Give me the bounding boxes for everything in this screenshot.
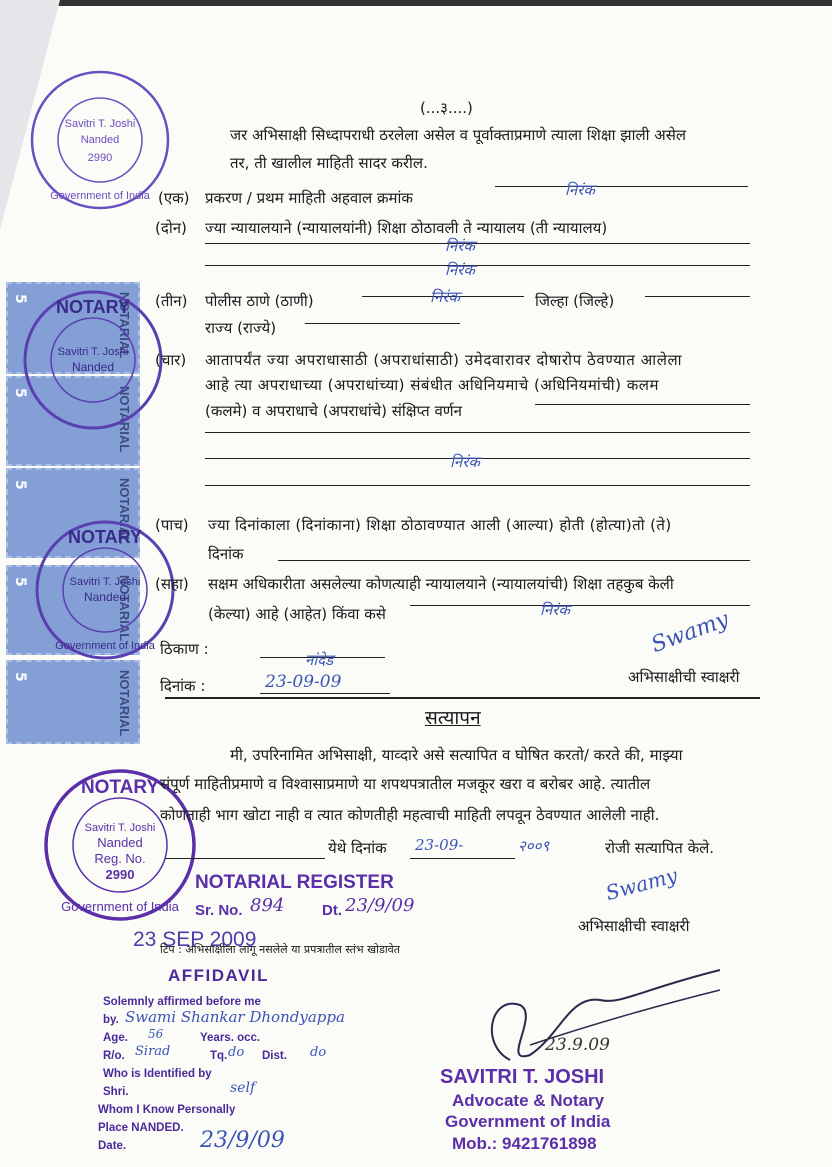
fill-line [278,560,750,561]
item-five-text: ज्या दिनांकाला (दिनांकाना) शिक्षा ठोठावण्यात आली (आल्या) होती (होत्या)तो (ते) [208,516,672,534]
affidavit-ro-value: Sirad [135,1044,171,1059]
item-label: (सहा) [155,575,189,593]
affidavit-years-label: Years. occ. [200,1032,261,1044]
item-four-line: आहे त्या अपराधाच्या (अपराधांच्या) संबंधीत अधिनियमाचे (अधिनियमांची) कलम [205,376,659,394]
seal-title: NOTARY [80,777,160,798]
affidavit-shri-label: Shri. [103,1086,129,1098]
item-three-state: राज्य (राज्ये) [205,319,277,337]
affidavit-age-label: Age. [103,1032,128,1044]
affidavit-shri-value: self [230,1080,256,1096]
fill-line [205,265,750,266]
date-label: दिनांक : [160,677,206,695]
seal-name: Savitri T. Joshi [69,576,141,588]
seal-name: Savitri T. Joshi [84,822,156,834]
affidavit-tq-label: Tq. [210,1050,228,1062]
notary-name: SAVITRI T. JOSHI [440,1066,605,1088]
verification-date: 23-09- [415,836,464,854]
fill-line [205,432,750,433]
item-label: (चार) [155,351,187,369]
date-stamp: 23 SEP 2009 [133,928,257,951]
verification-line: संपूर्ण माहितीप्रमाणे व विश्वासाप्रमाणे या शपथपत्रातील मजकूर खरा व बरोबर आहे. त्यातील [160,775,651,793]
intro-line: जर अभिसाक्षी सिध्दापराधी ठरलेला असेल व पूर्वाक्ताप्रमाणे त्याला शिक्षा झाली असेल [230,126,687,144]
verification-line: कोणताही भाग खोटा नाही व त्यात कोणतीही महत्वाची माहिती लपवून ठेवण्यात आलेली नाही. [160,806,660,824]
item-label: (दोन) [155,219,187,237]
deponent-signature: Swamy [648,607,733,658]
divider [165,697,760,699]
affidavit-dist-label: Dist. [262,1050,287,1062]
notary-gov: Government of India [445,1112,611,1131]
affidavit-identified: Who is Identified by [103,1068,212,1080]
affidavit-solemnly: Solemnly affirmed before me [103,996,261,1008]
verification-year: २००९ [518,837,550,855]
seal-reg-no: 2990 [105,867,135,882]
item-label: (एक) [158,189,190,207]
handwritten-entry: निरंक [450,453,480,471]
handwritten-entry: निरंक [430,288,460,306]
affidavit-know: Whom I Know Personally [98,1104,236,1116]
at-date-label: येथे दिनांक [328,839,387,857]
item-six-line: सक्षम अधिकारीता असलेल्या कोणत्याही न्यायालयाने (न्यायालयांची) शिक्षा तहकुब केली [208,575,674,593]
stamp-value: 5 [12,388,28,398]
stamp-text: NOTARIAL [117,292,132,359]
revenue-stamp [6,660,140,744]
fill-line [410,605,750,606]
handwritten-entry: निरंक [445,261,475,279]
affidavit-date-value: 23/9/09 [200,1128,285,1153]
handwritten-entry: निरंक [540,601,570,619]
place-label: ठिकाण : [160,640,209,658]
scan-top-edge [0,0,832,6]
affidavit-title: AFFIDAVIL [168,966,270,985]
date-value: 23-09-09 [265,672,342,692]
seal-gov: Government of India [55,640,155,652]
stamp-value: 5 [12,294,28,304]
affidavit-date-label: Date. [98,1140,127,1152]
item-six-line: (केल्या) आहे (आहेत) किंवा कसे [208,605,386,623]
seal-gov: Government of India [50,190,150,202]
stamp-text: NOTARIAL [117,386,132,453]
notarial-register-title: NOTARIAL REGISTER [195,872,394,893]
deponent-signature: Swamy [603,862,680,906]
dt-label: Dt. [322,902,342,919]
stamp-text: NOTARIAL [117,670,132,737]
signature-label: अभिसाक्षीची स्वाक्षरी [628,668,740,686]
handwritten-entry: निरंक [565,181,595,199]
seal-title: NOTARY [56,297,130,317]
notary-signature [470,965,730,1075]
intro-line: तर, ती खालील माहिती सादर करील. [230,154,428,172]
fill-line [165,858,325,859]
seal-title: NOTARY [68,527,142,547]
verification-title: सत्यापन [425,707,481,729]
note: टिप : अभिसाक्षीला लागू नसलेले या प्रपत्रातील स्तंभ खोडावेत [160,943,401,956]
fill-line [495,186,748,187]
affidavit-ro-label: R/o. [103,1050,125,1062]
item-four-line: (कलमे) व अपराधाचे (अपराधांचे) संक्षिप्त वर्णन [205,402,462,420]
fill-line [205,485,750,486]
dt-value: 23/9/09 [345,895,415,916]
notary-seal [18,285,168,435]
page-marker: (...३....) [420,99,473,117]
notary-role: Advocate & Notary [452,1091,605,1110]
verification-signature-label: अभिसाक्षीची स्वाक्षरी [578,917,690,935]
item-one-text: प्रकरण / प्रथम माहिती अहवाल क्रमांक [205,189,413,207]
item-five-date-label: दिनांक [208,545,244,563]
fill-line [260,693,390,694]
affidavit-tq-value: do [228,1045,245,1060]
item-label: (पाच) [155,516,189,534]
fill-line [410,858,515,859]
item-three-district: जिल्हा (जिल्हे) [535,292,615,310]
item-three-police: पोलीस ठाणे (ठाणी) [205,292,314,310]
seal-city: Nanded [97,835,143,850]
fill-line [305,323,460,324]
place-value: नांदेड [305,651,334,669]
sr-label: Sr. No. [195,902,243,919]
notary-seal [25,65,175,215]
seal-city: Nanded [80,134,120,146]
affidavit-dist-value: do [310,1045,327,1060]
handwritten-entry: निरंक [445,237,475,255]
stamp-text: NOTARIAL [117,478,132,545]
affidavit-by-label: by. [103,1014,119,1026]
seal-city: Nanded [71,360,115,374]
notary-mobile: Mob.: 9421761898 [452,1134,597,1153]
verification-line: मी, उपरिनामित अभिसाक्षी, याव्दारे असे सत्यापित व घोषित करतो/ करते की, माझ्या [230,746,683,764]
affidavit-by-value: Swami Shankar Dhondyappa [125,1008,345,1026]
item-four-line: आतापर्यंत ज्या अपराधासाठी (अपराधांसाठी) उमेदवारावर दोषारोप ठेवण्यात आलेला [205,351,683,369]
stamp-value: 5 [12,672,28,682]
stamp-text: NOTARIAL [117,575,132,642]
seal-reg-no: 2990 [87,152,113,164]
seal-name: Savitri T. Joshi [57,346,129,358]
seal-city: Nanded [83,590,127,604]
affidavit-place: Place NANDED. [98,1122,184,1134]
sr-value: 894 [250,895,285,916]
affidavit-age-value: 56 [148,1027,164,1041]
stamp-value: 5 [12,577,28,587]
seal-reg: Reg. No. [94,851,146,866]
fill-line [645,296,750,297]
fill-line [205,243,750,244]
item-label: (तीन) [155,292,188,310]
fill-line [535,404,750,405]
seal-name: Savitri T. Joshi [64,118,136,130]
verification-closing: रोजी सत्यापित केले. [605,839,715,857]
stamp-value: 5 [12,480,28,490]
item-two-text: ज्या न्यायालयाने (न्यायालयांनी) शिक्षा ठोठावली ते न्यायालय (ती न्यायालय) [205,219,608,237]
seal-gov: Government of India [61,899,179,914]
notary-sig-date: 23.9.09 [545,1035,610,1055]
